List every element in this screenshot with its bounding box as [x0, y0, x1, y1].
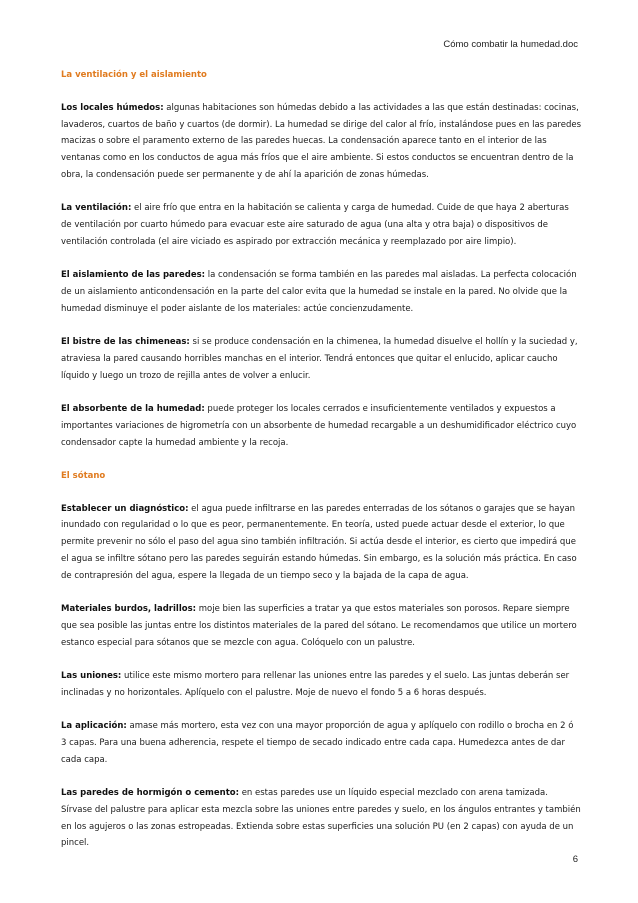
paragraph-bistre-chimeneas [61, 334, 581, 384]
paragraph-lead: Materiales burdos, ladrillos: [61, 604, 197, 615]
page-number: 6 [572, 854, 578, 865]
document-header-filename: Cómo combatir la humedad.doc [443, 39, 578, 50]
paragraph-aislamiento-paredes [61, 267, 581, 317]
paragraph-text: la condensación se forma también en las paredes mal aisladas. La perfecta colocación de un aislamiento anticondensación en la parte del calor evita que la humedad se instale en la pared. No olvide que la humedad disminuye el poder aislante de los materiales: actúe concienzudamente. [61, 270, 577, 314]
paragraph-lead: Las paredes de hormigón o cemento: [61, 788, 239, 798]
paragraph-lead: La ventilación: [61, 203, 132, 214]
paragraph-lead: La aplicación: [61, 721, 127, 732]
paragraph-text: utilice este mismo mortero para rellenar las uniones entre las paredes y el suelo. Las juntas deberán ser inclinadas y no horizontales. Aplíquelo con el palustre. Moje de nuevo el fondo 5 a 6 horas después. [61, 671, 570, 698]
paragraph-text: si se produce condensación en la chimenea, la humedad disuelve el hollín y la suciedad y, atraviesa la pared causando horribles manchas en el interior. Tendrá entonces que quitar el enlucido, aplicar caucho líquido y luego un trozo de rejilla antes de volver a enlucir. [61, 337, 578, 381]
paragraph-text: algunas habitaciones son húmedas debido a las actividades a las que están destinadas: cocinas, lavaderos, cuartos de baño y cuartos (de dormir). La humedad se dirige del calor al frío, instalándose pues en las paredes macizas o sobre el paramento externo de las paredes huecas. La condensación aparece tanto en el interior de las ventanas como en los conductos de agua más fríos que el aire ambiente. Si estos conductos se encuentran dentro de la obra, la condensación puede ser permanente y de ahí la aparición de zonas húmedas. [61, 102, 581, 180]
section-title-ventilacion: La ventilación y el aislamiento [61, 70, 207, 80]
paragraph-hormigon-cemento [61, 785, 581, 852]
paragraph-lead: El absorbente de la humedad: [61, 403, 205, 414]
paragraph-lead: Las uniones: [61, 671, 122, 682]
paragraph-lead: El bistre de las chimeneas: [61, 337, 190, 348]
section-title-sotano: El sótano [61, 470, 106, 481]
paragraph-text: en estas paredes use un líquido especial mezclado con arena tamizada. Sírvase del palustre para aplicar esta mezcla sobre las uniones entre paredes y suelo, en los ángulos entrantes y también en los agujeros o las zonas estropeadas. Extienda sobre estas superficies una solución PU (en 2 capas) con ayuda de un pincel. [61, 788, 581, 849]
paragraph-absorbente-humedad [61, 401, 581, 451]
paragraph-text: el aire frío que entra en la habitación se calienta y carga de humedad. Cuide de que haya 2 aberturas de ventilación por cuarto húmedo para evacuar este aire saturado de agua (una alta y otra baja) o dispositivos de ventilación controlada (el aire viciado es aspirado por extracción mecánica y reemplazado por aire limpio). [61, 203, 569, 247]
paragraph-text: puede proteger los locales cerrados e insuficientemente ventilados y expuestos a importantes variaciones de higrometría con un absorbente de humedad recargable a un deshumidificador eléctrico cuyo condensador capte la humedad ambiente y la recoja. [61, 403, 577, 448]
paragraph-text: el agua puede infiltrarse en las paredes enterradas de los sótanos o garajes que se hayan inundado con regularidad o lo que es peor, permanentemente. En teoría, usted puede actuar desde el exterior, lo que permite prevenir no sólo el paso del agua sino también infiltración. Si actúa desde el interior, es cierto que impedirá que el agua se infiltre sótano pero las paredes seguirán estando húmedas. Sin embargo, es la solución más práctica. En caso de contrapresión del agua, espere la llegada de un tiempo seco y la bajada de la capa de agua. [61, 503, 577, 581]
paragraph-lead: Los locales húmedos: [61, 102, 164, 113]
paragraph-aplicacion [61, 718, 581, 768]
document-body [61, 67, 581, 869]
paragraph-ventilacion [61, 200, 581, 250]
paragraph-text: amase más mortero, esta vez con una mayor proporción de agua y aplíquelo con rodillo o brocha en 2 ó 3 capas. Para una buena adherencia, respete el tiempo de secado indicado entre cada capa. Humedezca antes de dar cada capa. [61, 721, 574, 765]
paragraph-lead: El aislamiento de las paredes: [61, 270, 206, 281]
paragraph-diagnostico [61, 501, 581, 585]
paragraph-text: moje bien las superficies a tratar ya que estos materiales son porosos. Repare siempre que sea posible las juntas entre los distintos materiales de la pared del sótano. Le recomendamos que utilice un mortero estanco especial para sótanos que se mezcle con agua. Colóquelo con un palustre. [61, 604, 577, 648]
paragraph-materiales-burdos [61, 601, 581, 651]
paragraph-locales-humedos [61, 100, 581, 184]
paragraph-uniones [61, 668, 581, 702]
paragraph-lead: Establecer un diagnóstico: [61, 503, 189, 514]
